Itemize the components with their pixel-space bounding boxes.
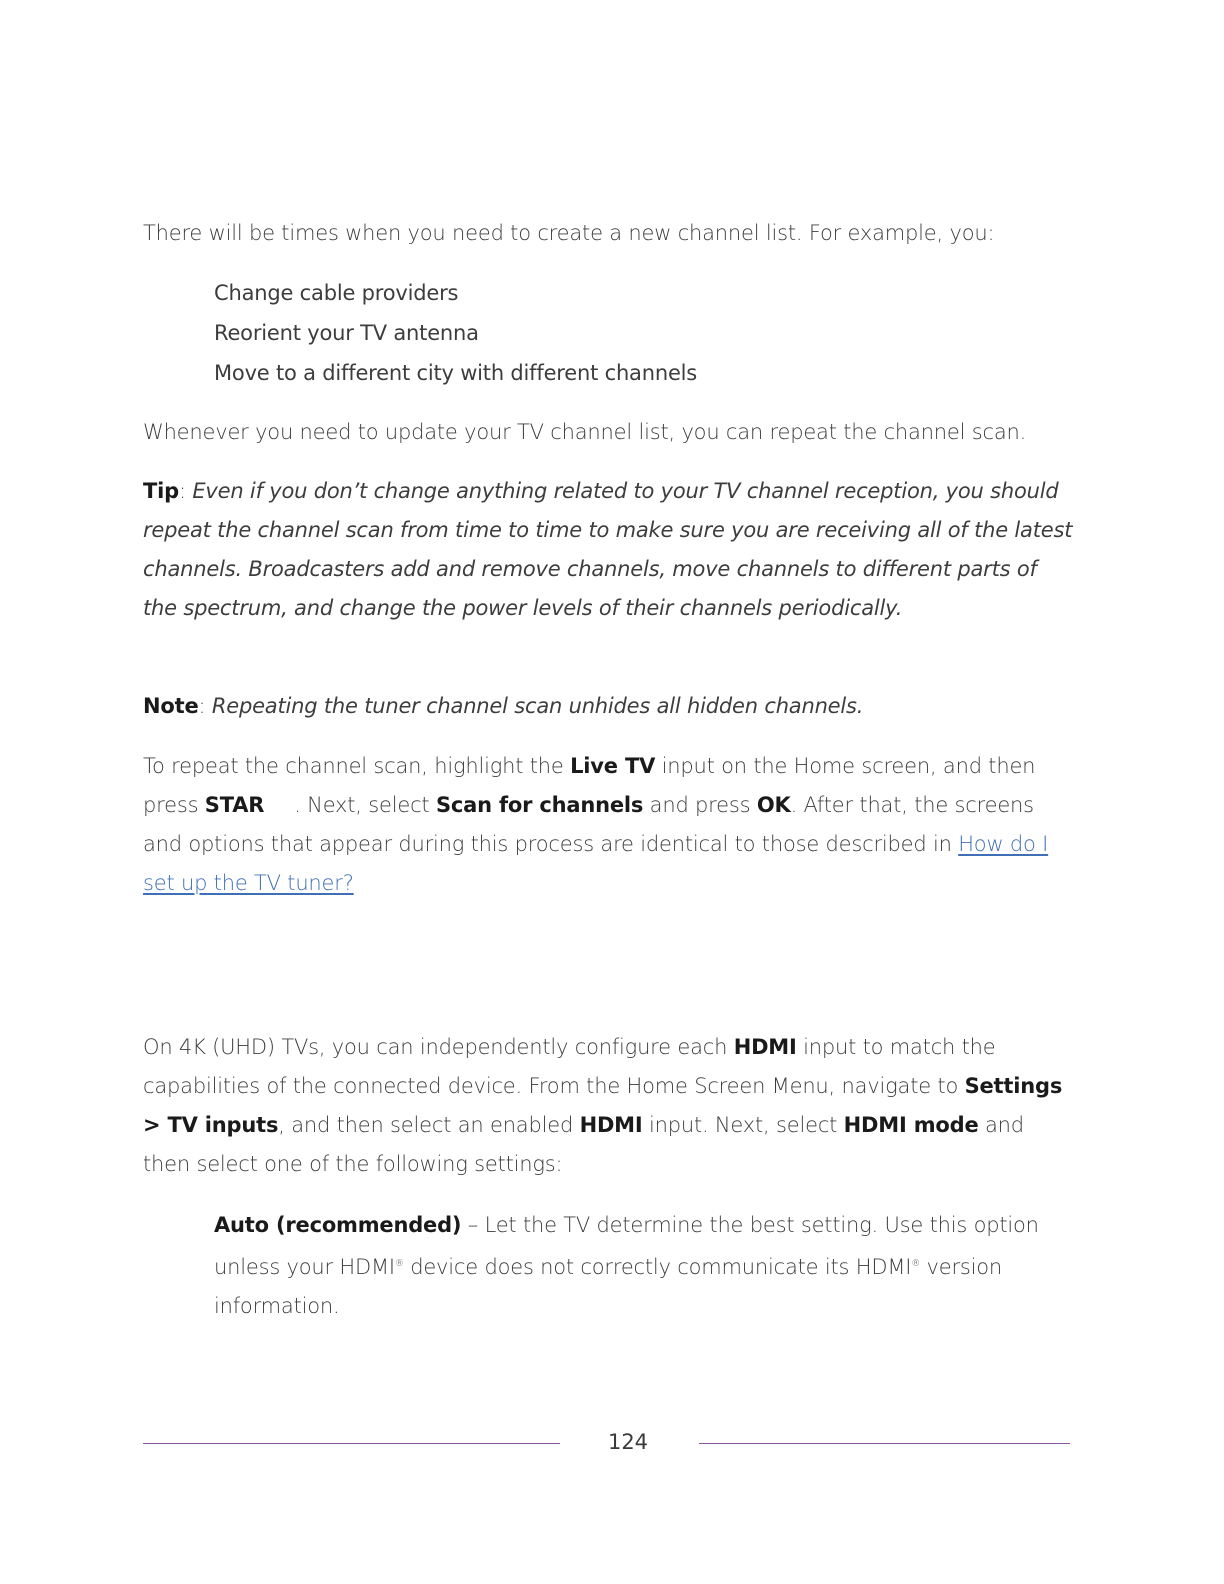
tip-paragraph xyxy=(143,472,1073,628)
hdmi-paragraph xyxy=(143,1028,1073,1184)
registered-mark: ® xyxy=(394,1259,404,1269)
hdmi-term: HDMI xyxy=(579,1113,643,1137)
repeat-text: and press xyxy=(643,793,757,817)
auto-text: device does not correctly communicate its HDMI xyxy=(403,1255,912,1279)
tip-text: Even if you don’t change anything related to your TV channel reception, you should repeat the channel scan from time to time to make sure you are receiving all of the latest channels. Broadcasters add and remove channels, move channels to different parts of the spectrum, and change the power levels of their channels periodically. xyxy=(143,479,1073,620)
repeat-scan-paragraph xyxy=(143,747,1073,903)
auto-text: – Let the TV determine the best setting. Use this option unless your HDMI xyxy=(214,1213,1039,1279)
live-tv-term: Live TV xyxy=(570,754,656,778)
repeat-text: To repeat the channel scan, highlight the xyxy=(143,754,571,778)
note-text: Repeating the tuner channel scan unhides all hidden channels. xyxy=(211,694,864,718)
footer-rule-right xyxy=(699,1443,1070,1444)
tv-tuner-setup-link[interactable]: How do I set up the TV tuner? xyxy=(143,832,1049,895)
list-item: Move to a different city with different channels xyxy=(214,361,698,385)
list-item: Change cable providers xyxy=(214,281,459,305)
hdmi-mode-term: HDMI mode xyxy=(843,1113,979,1137)
update-paragraph: Whenever you need to update your TV channel list, you can repeat the channel scan. xyxy=(143,420,1027,444)
auto-option-paragraph xyxy=(214,1206,1074,1326)
tip-label: Tip xyxy=(143,479,179,503)
note-label: Note xyxy=(143,694,199,718)
scan-for-channels-term: Scan for channels xyxy=(435,793,644,817)
hdmi-text: input. Next, select xyxy=(642,1113,844,1137)
footer-rule-left xyxy=(143,1443,560,1444)
note-paragraph xyxy=(143,687,1073,726)
settings-tv-inputs-term: Settings > TV inputs xyxy=(143,1074,1063,1137)
repeat-text: . After that, the screens and options that appear during this process are identical to those described in xyxy=(143,793,1034,856)
hdmi-text: input to match the capabilities of the connected device. From the Home Screen Menu, navigate to xyxy=(143,1035,996,1098)
auto-recommended-label: Auto (recommended) xyxy=(214,1213,462,1237)
repeat-text: . Next, select xyxy=(294,793,436,817)
tip-separator: : xyxy=(178,479,193,503)
page-number: 124 xyxy=(607,1430,649,1454)
registered-mark: ® xyxy=(911,1259,921,1269)
note-separator: : xyxy=(198,694,212,718)
hdmi-term: HDMI xyxy=(733,1035,797,1059)
auto-text: version information. xyxy=(214,1255,1003,1318)
hdmi-text: On 4K (UHD) TVs, you can independently configure each xyxy=(143,1035,734,1059)
intro-paragraph: There will be times when you need to create a new channel list. For example, you: xyxy=(143,221,995,245)
repeat-text: input on the Home screen, and then press xyxy=(143,754,1036,817)
hdmi-text: , and then select an enabled xyxy=(278,1113,580,1137)
list-item: Reorient your TV antenna xyxy=(214,321,479,345)
star-button-term: STAR xyxy=(204,793,265,817)
hdmi-text: and then select one of the following settings: xyxy=(143,1113,1024,1176)
ok-term: OK xyxy=(756,793,791,817)
